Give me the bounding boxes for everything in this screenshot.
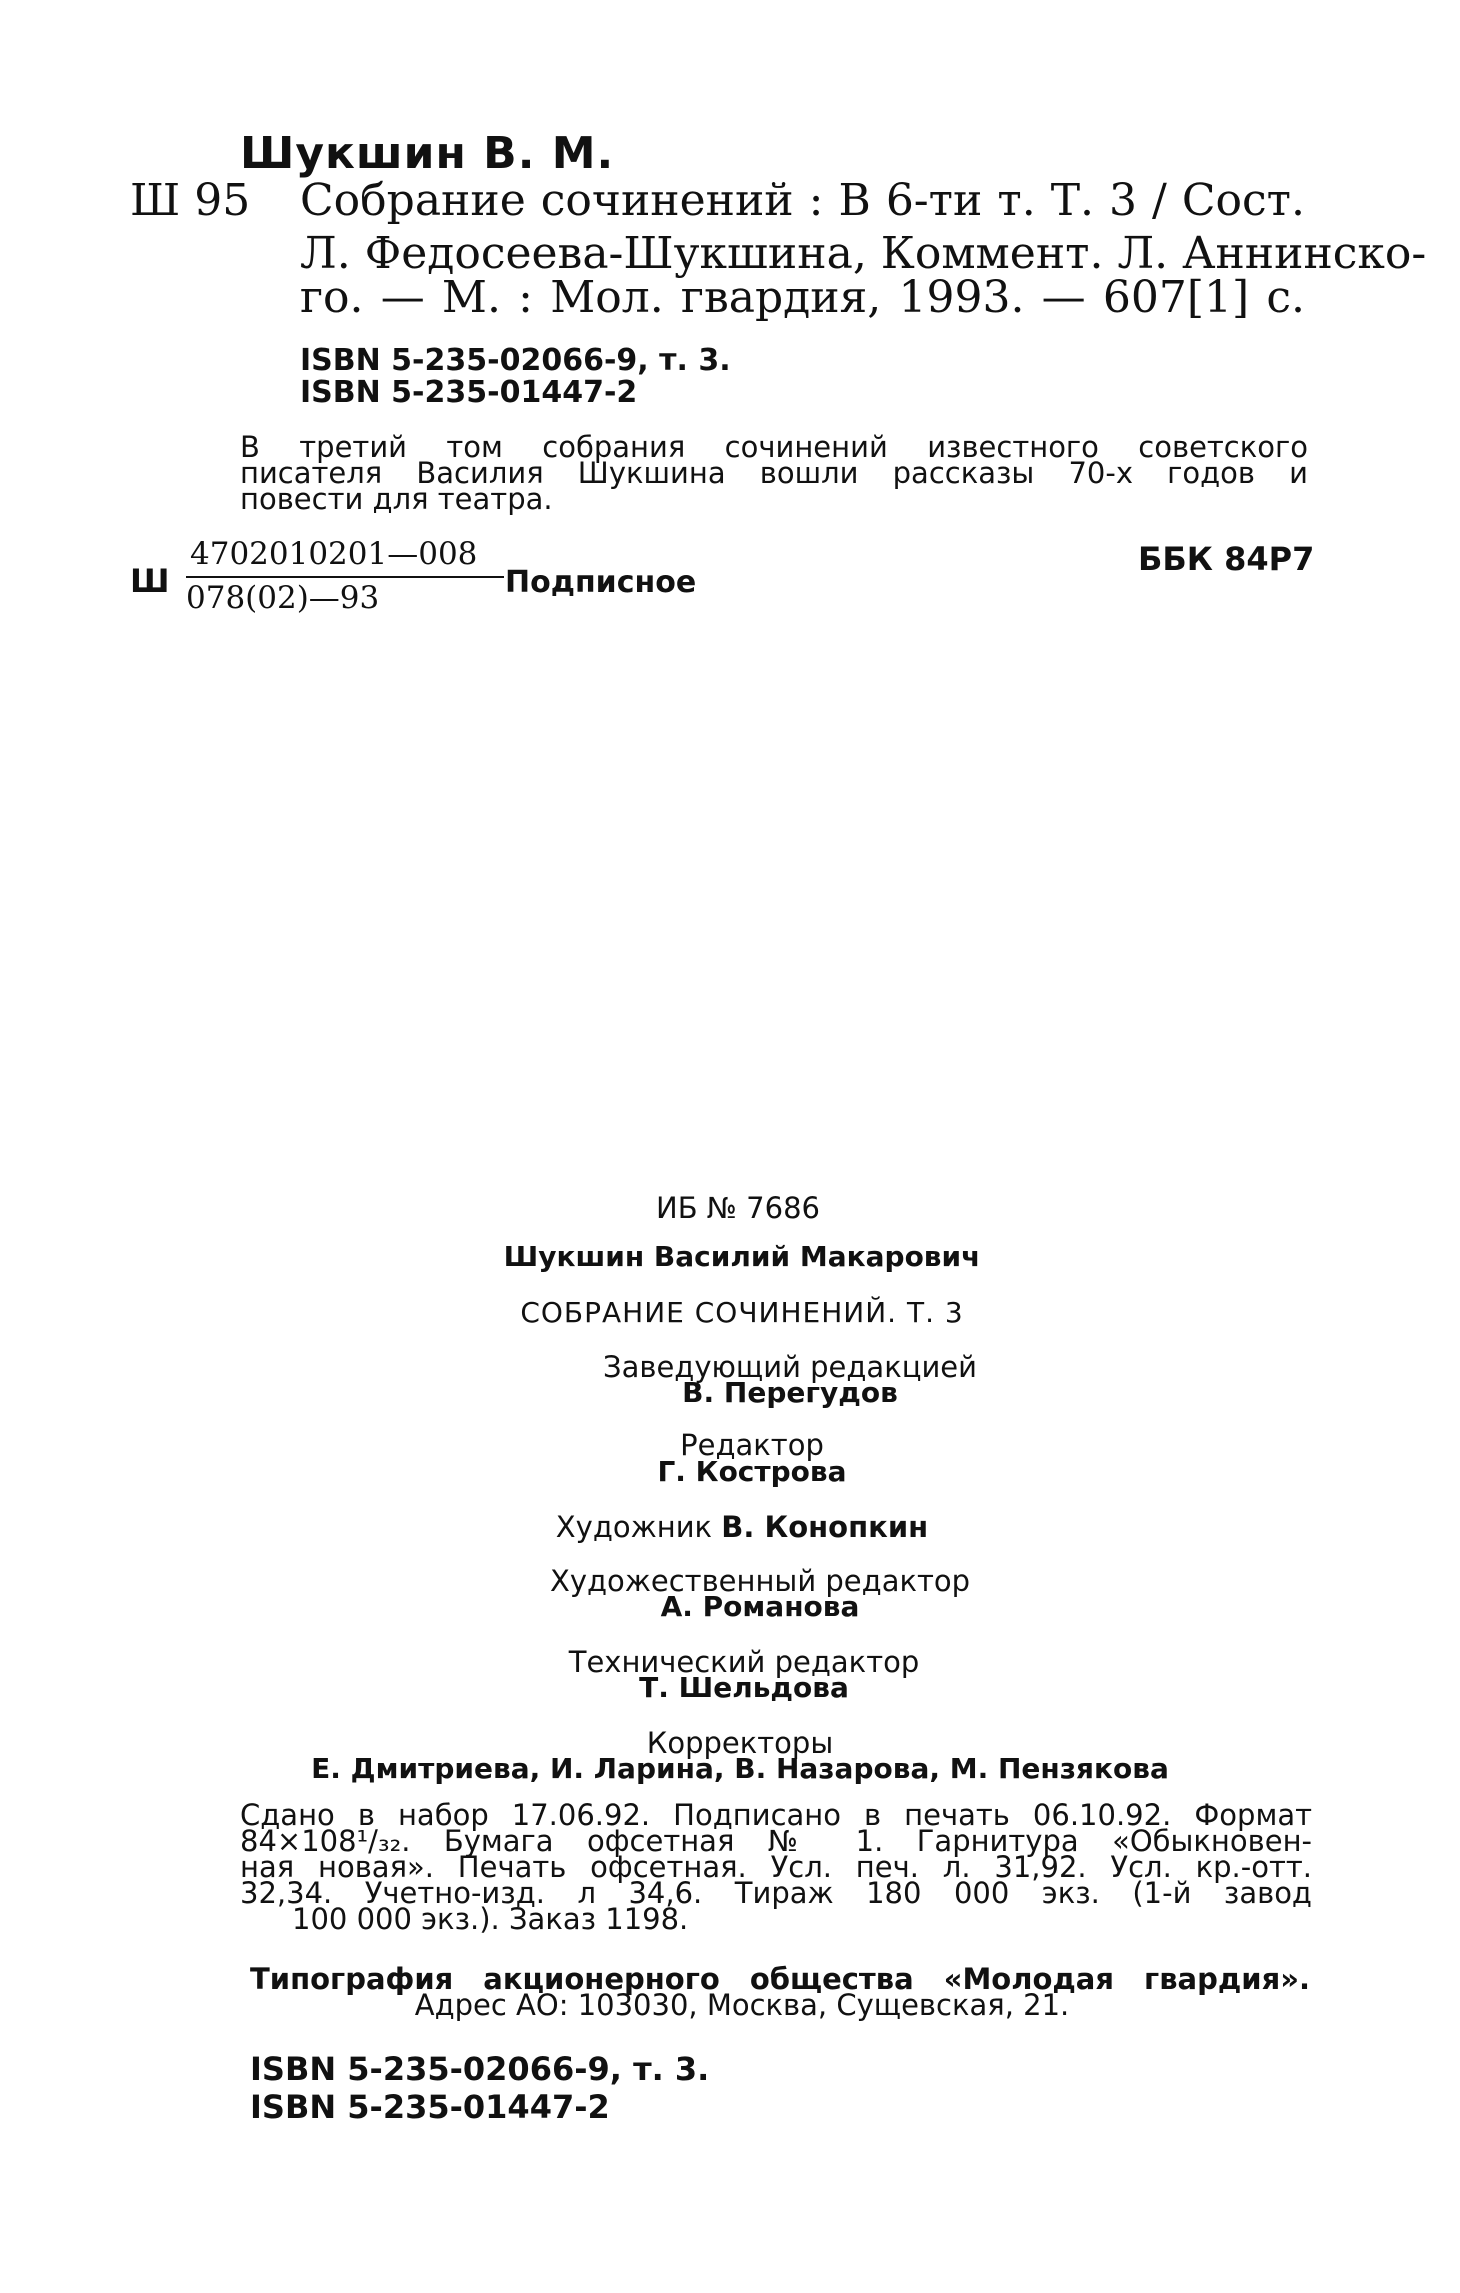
imprint-line: 84×108¹/₃₂. Бумага офсетная № 1. Гарнитура «Обыкновен- — [240, 1824, 1312, 1858]
colophon-isbn-line: ISBN 5-235-01447-2 — [250, 2088, 610, 2126]
credit-person: Т. Шельдова — [639, 1671, 849, 1704]
card-annotation-line: писателя Василия Шукшина вошли рассказы 70-х годов и — [240, 456, 1308, 490]
colophon-isbn-line: ISBN 5-235-02066-9, т. 3. — [250, 2050, 710, 2088]
credit-role: Корректоры — [646, 1726, 834, 1760]
printer-name: Типография акционерного общества «Молодая гвардия». — [250, 1962, 1310, 1996]
credit-line — [12, 1510, 1460, 1544]
ib-number: ИБ № 7686 — [656, 1191, 820, 1225]
imprint-line: 32,34. Учетно-изд. л 34,6. Тираж 180 000 экз. (1-й завод — [240, 1876, 1312, 1910]
credit-person: Г. Кострова — [657, 1455, 847, 1488]
card-isbn-line: ISBN 5-235-02066-9, т. 3. — [300, 343, 731, 378]
fraction-denominator: 078(02)—93 — [186, 580, 380, 616]
card-description-line: Собрание сочинений : В 6-ти т. Т. 3 / Сост. — [300, 175, 1305, 226]
card-description-line: Л. Федосеева-Шукшина, Коммент. Л. Аннинско- — [300, 228, 1427, 279]
subscription-label: Подписное — [505, 565, 697, 600]
fraction-numerator: 4702010201—008 — [190, 536, 478, 572]
imprint-line: 100 000 экз.). Заказ 1198. — [292, 1902, 689, 1936]
credit-person: А. Романова — [660, 1590, 860, 1623]
fraction-letter: Ш — [130, 562, 170, 600]
colophon-title: СОБРАНИЕ СОЧИНЕНИЙ. Т. 3 — [520, 1296, 964, 1329]
card-author-heading: Шукшин В. М. — [240, 128, 615, 179]
card-annotation-line: В третий том собрания сочинений известного советского — [240, 430, 1308, 464]
fraction-bar — [186, 576, 504, 578]
credit-role: Редактор — [680, 1428, 824, 1462]
bbk-code: ББК 84Р7 — [1138, 540, 1315, 578]
card-isbn-line: ISBN 5-235-01447-2 — [300, 375, 638, 410]
imprint-line: Сдано в набор 17.06.92. Подписано в печать 06.10.92. Формат — [240, 1798, 1312, 1832]
credit-person: В. Перегудов — [682, 1376, 898, 1409]
credit-role: Художественный редактор — [549, 1564, 971, 1598]
card-description-line: го. — М. : Мол. гвардия, 1993. — 607[1] с. — [300, 272, 1305, 323]
credit-role: Заведующий редакцией — [602, 1350, 977, 1384]
credit-person: Е. Дмитриева, И. Ларина, В. Назарова, М. Пензякова — [311, 1752, 1169, 1785]
credit-person: В. Конопкин — [721, 1510, 929, 1544]
colophon-author: Шукшин Василий Макарович — [503, 1240, 981, 1273]
imprint-line: ная новая». Печать офсетная. Усл. печ. л. 31,92. Усл. кр.-отт. — [240, 1850, 1312, 1884]
card-annotation-line: повести для театра. — [240, 482, 553, 516]
credit-role: Технический редактор — [568, 1645, 920, 1679]
printer-address: Адрес АО: 103030, Москва, Сущевская, 21. — [414, 1988, 1070, 2022]
call-number: Ш 95 — [130, 175, 251, 226]
credit-role: Художник — [555, 1510, 713, 1544]
